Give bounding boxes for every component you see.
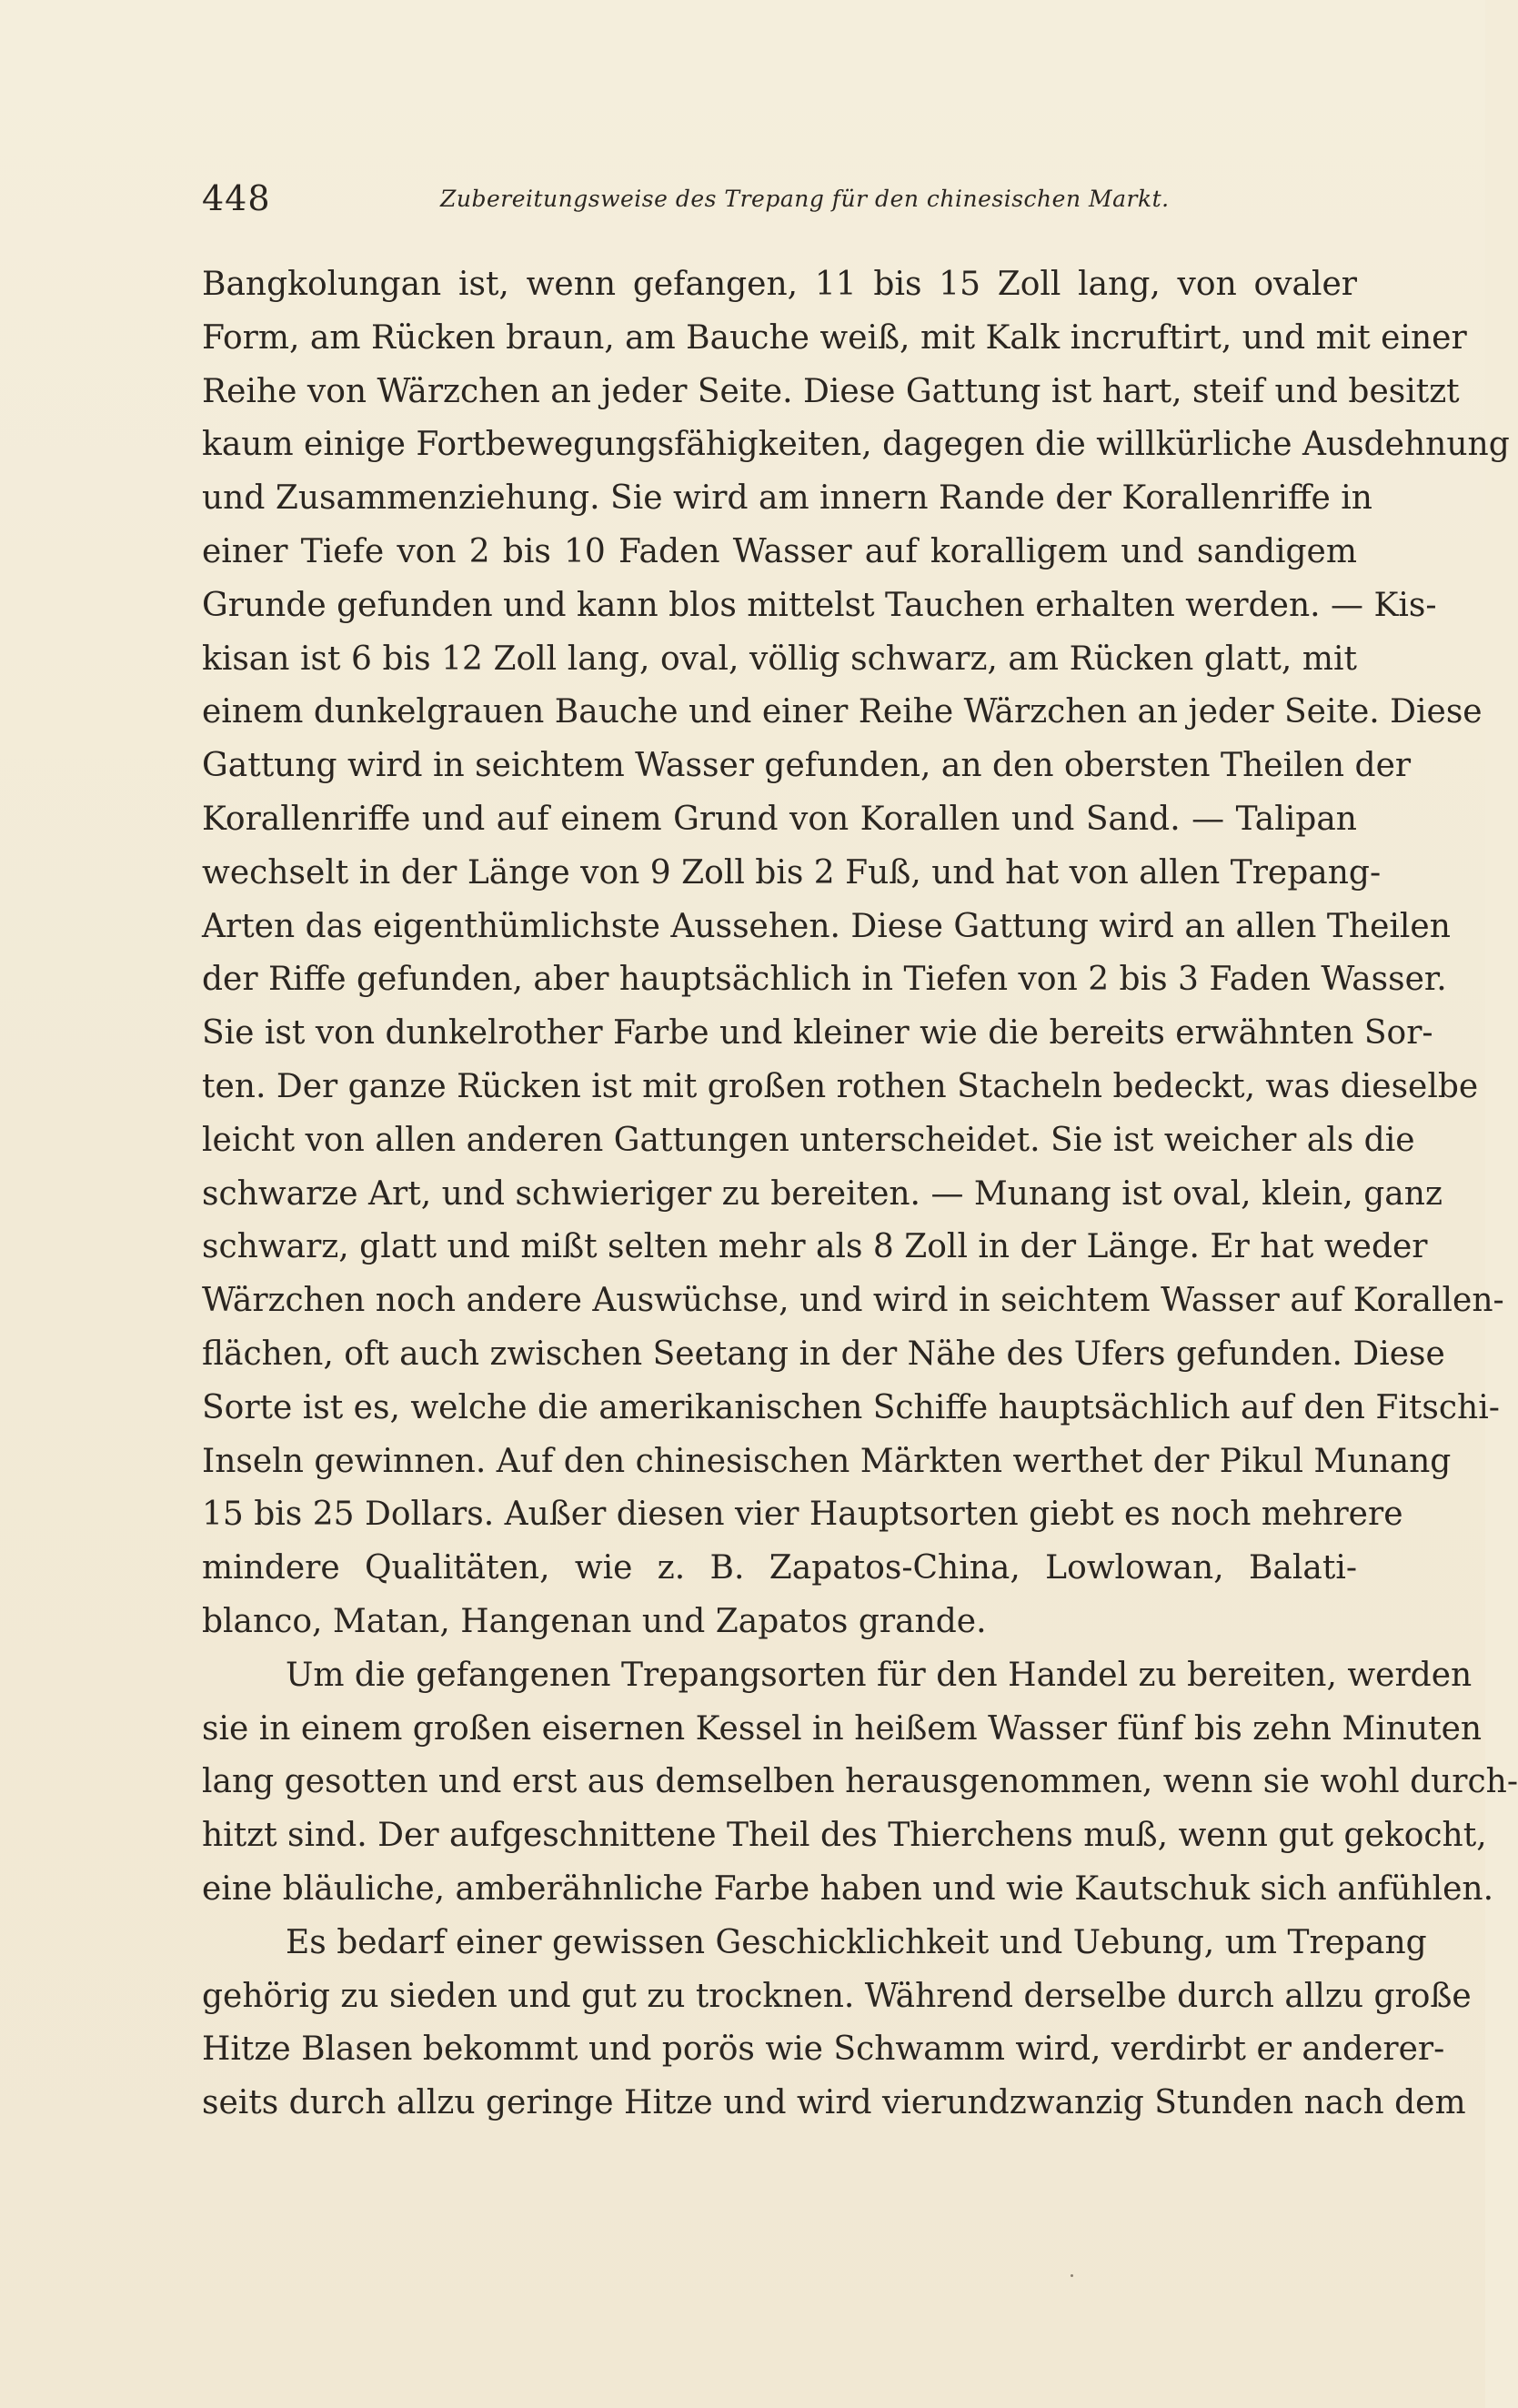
text-line: Form, am Rücken braun, am Bauche weiß, mit Kalk incruftirt, und mit einer xyxy=(202,318,1467,357)
text-line: der Riffe gefunden, aber hauptsächlich in Tiefen von 2 bis 3 Faden Wasser. xyxy=(202,961,1447,999)
text-line: Arten das eigenthümlichste Aussehen. Diese Gattung wird an allen Theilen xyxy=(202,907,1451,945)
text-line: Gattung wird in seichtem Wasser gefunden, an den obersten Theilen der xyxy=(202,747,1412,785)
text-line: Grunde gefunden und kann blos mittelst Tauchen erhalten werden. — Kis- xyxy=(202,586,1437,624)
page-number: 448 xyxy=(202,178,271,218)
text-line: Korallenriffe und auf einem Grund von Korallen und Sand. — Talipan xyxy=(202,800,1357,838)
text-line: hitzt sind. Der aufgeschnittene Theil des Thierchens muß, wenn gut gekocht, xyxy=(202,1817,1487,1855)
text-line: Um die gefangenen Trepangsorten für den Handel zu bereiten, werden xyxy=(286,1656,1473,1694)
text-line: schwarze Art, und schwieriger zu bereiten. — Munang ist oval, klein, ganz xyxy=(202,1174,1443,1213)
text-line: Hitze Blasen bekommt und porös wie Schwamm wird, verdirbt er anderer- xyxy=(202,2030,1445,2069)
text-line: eine bläuliche, amberähnliche Farbe haben und wie Kautschuk sich anfühlen. xyxy=(202,1869,1494,1908)
text-line: Bangkolungan ist, wenn gefangen, 11 bis 15 Zoll lang, von ovaler xyxy=(202,266,1357,303)
text-line: Reihe von Wärzchen an jeder Seite. Diese Gattung ist hart, steif und besitzt xyxy=(202,372,1460,410)
text-line: gehörig zu sieden und gut zu trocknen. Während derselbe durch allzu große xyxy=(202,1977,1472,2015)
text-line: lang gesotten und erst aus demselben herausgenommen, wenn sie wohl durch- xyxy=(202,1763,1518,1801)
text-line: Wärzchen noch andere Auswüchse, und wird in seichtem Wasser auf Korallen- xyxy=(202,1282,1504,1320)
text-line: einem dunkelgrauen Bauche und einer Reihe Wärzchen an jeder Seite. Diese xyxy=(202,693,1483,731)
text-line: Es bedarf einer gewissen Geschicklichkeit und Uebung, um Trepang xyxy=(286,1923,1427,1961)
text-line: Inseln gewinnen. Auf den chinesischen Märkten werthet der Pikul Munang xyxy=(202,1442,1452,1480)
running-title: Zubereitungsweise des Trepang für den chinesischen Markt. xyxy=(440,186,1170,212)
text-line: kisan ist 6 bis 12 Zoll lang, oval, völlig schwarz, am Rücken glatt, mit xyxy=(202,640,1357,678)
text-line: flächen, oft auch zwischen Seetang in der Nähe des Ufers gefunden. Diese xyxy=(202,1335,1445,1373)
text-line: blanco, Matan, Hangenan und Zapatos grande. xyxy=(202,1602,987,1640)
page-header xyxy=(202,173,1170,227)
text-line: mindere Qualitäten, wie z. B. Zapatos-China, Lowlowan, Balati- xyxy=(202,1549,1357,1587)
text-line: sie in einem großen eisernen Kessel in heißem Wasser fünf bis zehn Minuten xyxy=(202,1709,1483,1748)
text-line: leicht von allen anderen Gattungen unterscheidet. Sie ist weicher als die xyxy=(202,1121,1415,1159)
text-line: wechselt in der Länge von 9 Zoll bis 2 Fuß, und hat von allen Trepang- xyxy=(202,853,1382,892)
paper-speck xyxy=(1071,2274,1073,2277)
text-line: seits durch allzu geringe Hitze und wird vierundzwanzig Stunden nach dem xyxy=(202,2084,1466,2122)
text-line: einer Tiefe von 2 bis 10 Faden Wasser auf koralligem und sandigem xyxy=(202,532,1357,570)
text-line: ten. Der ganze Rücken ist mit großen rothen Stacheln bedeckt, was dieselbe xyxy=(202,1067,1479,1105)
text-line: und Zusammenziehung. Sie wird am innern Rande der Korallenriffe in xyxy=(202,479,1372,518)
text-line: 15 bis 25 Dollars. Außer diesen vier Hauptsorten giebt es noch mehrere xyxy=(202,1496,1403,1534)
text-line: Sorte ist es, welche die amerikanischen Schiffe hauptsächlich auf den Fitschi- xyxy=(202,1388,1500,1426)
body-text xyxy=(202,258,1518,2131)
text-line: schwarz, glatt und mißt selten mehr als 8 Zoll in der Länge. Er hat weder xyxy=(202,1228,1428,1266)
text-line: kaum einige Fortbewegungsfähigkeiten, dagegen die willkürliche Ausdehnung xyxy=(202,426,1510,464)
text-line: Sie ist von dunkelrother Farbe und kleiner wie die bereits erwähnten Sor- xyxy=(202,1014,1433,1053)
